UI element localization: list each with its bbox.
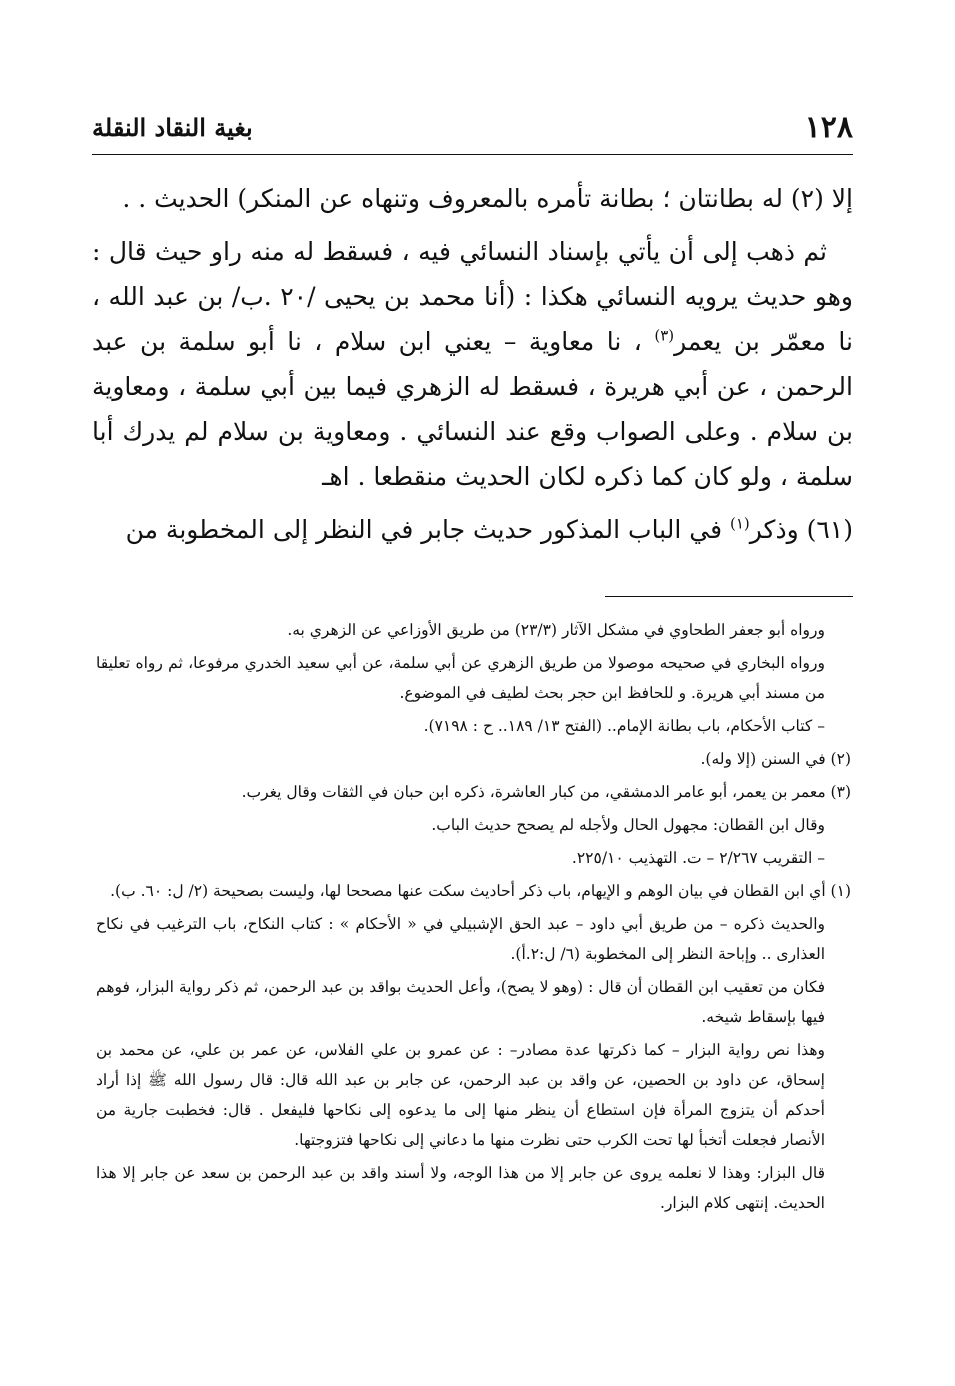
footnote-ref-1: (١) [729, 514, 750, 533]
footnote-line: فكان من تعقيب ابن القطان أن قال : (وهو لا يصح)، وأعل الحديث بواقد بن عبد الرحمن، ثم ذكر رواية البزار، فوهم فيها بإسقاط شيخه. [96, 978, 825, 1026]
footnote-ref-3: (٣) [654, 326, 675, 345]
header-divider [92, 154, 853, 155]
paragraph-1: إلا (٢) له بطانتان ؛ بطانة تأمره بالمعروف وتنهاه عن المنكر) الحديث . . [122, 184, 853, 213]
page-header [92, 108, 853, 152]
footnote-line: (١) أي ابن القطان في بيان الوهم و الإيهام، باب ذكر أحاديث سكت عنها مصححا لها، وليست بصحيحة (٢/ ل: ٦٠. ب). [110, 882, 851, 900]
paragraph-2-part-b: ، نا معاوية – يعني ابن سلام ، نا أبو سلمة بن عبد الرحمن ، عن أبي هريرة ، فسقط له الزهري فيما بين أبي سلمة ، ومعاوية بن سلام . وعلى الصواب وقع عند النسائي . ومعاوية بن سلام لم يدرك أبا سلمة ، ولو كان كما ذكره لكان الحديث منقطعا . اهـ [92, 327, 853, 491]
paragraph-3-part-a: (٦١) وذكر [749, 515, 853, 544]
main-text [92, 176, 853, 560]
paragraph-2 [92, 229, 853, 499]
paragraph-2-part-a: ثم ذهب إلى أن يأتي بإسناد النسائي فيه ، فسقط له منه راو حيث قال : وهو حديث يرويه النسائي هكذا : (أنا محمد بن يحيى /٢٠ .ب/ بن عبد الله ، نا معمّر بن يعمر [92, 237, 853, 356]
footnote-divider [605, 596, 853, 597]
paragraph-3-part-b: في الباب المذكور حديث جابر في النظر إلى المخطوبة من [125, 515, 730, 544]
footnote-line: ورواه أبو جعفر الطحاوي في مشكل الآثار (٢٣/٣) من طريق الأوزاعي عن الزهري به. [287, 621, 825, 639]
footnote-line: وقال ابن القطان: مجهول الحال ولأجله لم يصحح حديث الباب. [431, 816, 825, 834]
page-number: ١٢٨ [804, 110, 853, 145]
footnote-line: وهذا نص رواية البزار – كما ذكرتها عدة مصادر– : عن عمرو بن علي الفلاس، عن عمر بن علي، عن محمد بن إسحاق، عن داود بن الحصين، عن واقد بن عبد الرحمن، عن جابر بن عبد الله قال: قال رسول الله ﷺ إذا أراد أحدكم أن يتزوج المرأة فإن استطاع أن ينظر منها إلى ما يدعوه إلى نكاحها فليفعل . قال: فخطبت جارية من الأنصار فجعلت أتخبأ لها تحت الكرب حتى نظرت منها ما دعاني إلى نكاحها فتزوجتها. [96, 1041, 825, 1149]
running-title: بغية النقاد النقلة [92, 113, 253, 142]
footnote-line: (٢) في السنن (إلا وله). [700, 750, 851, 768]
footnote-line: والحديث ذكره – من طريق أبي داود – عبد الحق الإشبيلي في « الأحكام » : كتاب النكاح، باب الترغيب في نكاح العذارى .. وإباحة النظر إلى المخطوبة (٦/ ل:٢.أ). [96, 915, 825, 963]
paragraph-3 [92, 507, 853, 552]
footnote-line: (٣) معمر بن يعمر، أبو عامر الدمشقي، من كبار العاشرة، ذكره ابن حبان في الثقات وقال يغرب. [241, 783, 851, 801]
footnote-line: قال البزار: وهذا لا نعلمه يروى عن جابر إلا من هذا الوجه، ولا أسند واقد بن عبد الرحمن بن سعد عن جابر إلا هذا الحديث. إنتهى كلام البزار. [96, 1164, 825, 1212]
footnote-line: ورواه البخاري في صحيحه موصولا من طريق الزهري عن أبي سلمة، عن أبي سعيد الخدري مرفوعا، ثم رواه تعليقا من مسند أبي هريرة. و للحافظ ابن حجر بحث لطيف في الموضوع. [96, 654, 825, 702]
footnote-line: – التقريب ٢/٢٦٧ – ت. التهذيب ٢٢٥/١٠. [571, 849, 825, 867]
footnotes [96, 615, 851, 1221]
footnote-line: – كتاب الأحكام، باب بطانة الإمام.. (الفتح ١٣/ ١٨٩.. ح : ٧١٩٨). [423, 717, 825, 735]
